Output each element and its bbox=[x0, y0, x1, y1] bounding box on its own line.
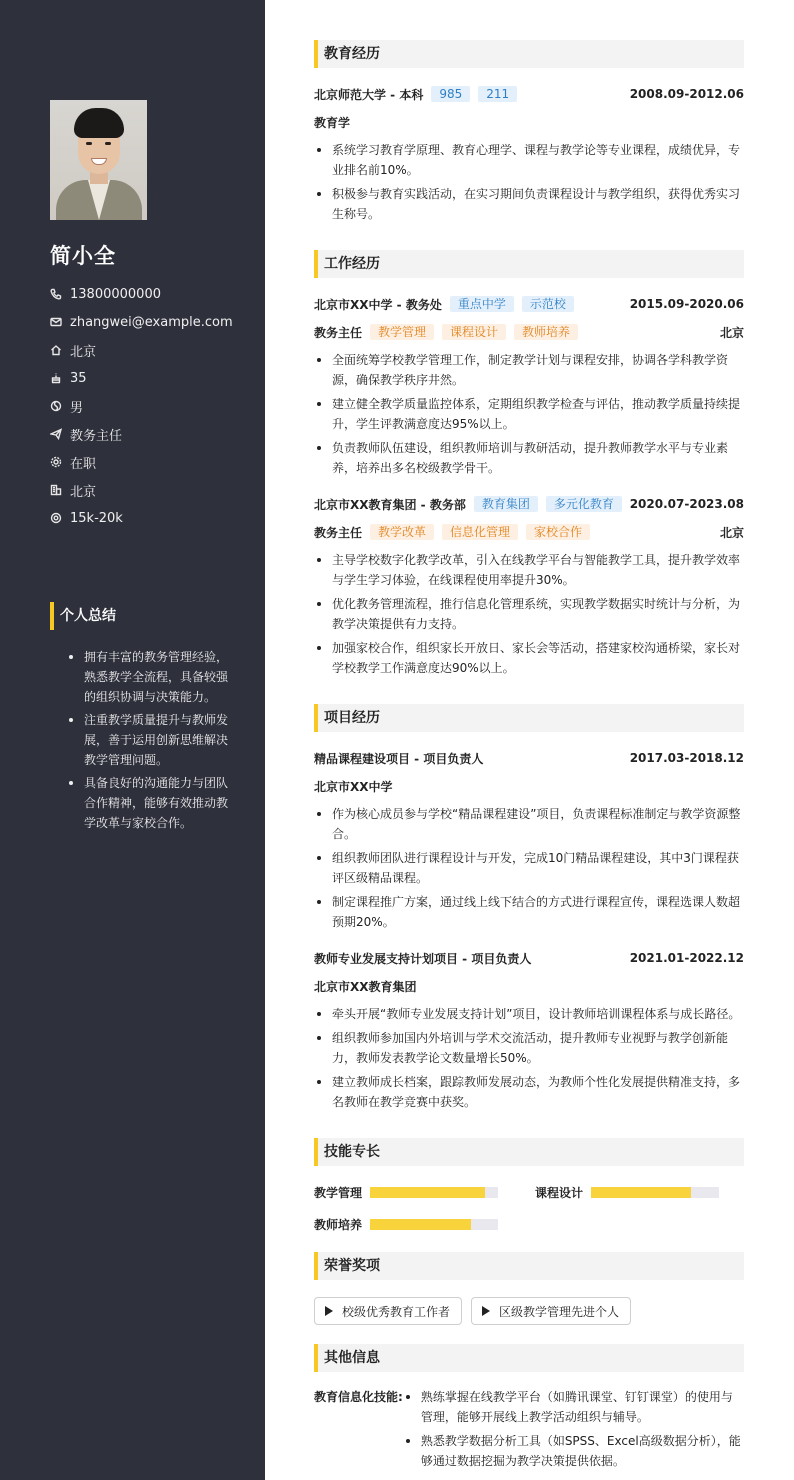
education-section-title: 教育经历 bbox=[314, 40, 744, 68]
job-org: 北京市XX中学 - 教务处 bbox=[314, 297, 442, 312]
money-icon bbox=[50, 512, 62, 524]
skill-name: 教师培养 bbox=[314, 1217, 363, 1232]
phone-icon bbox=[50, 288, 62, 300]
job-duty-list bbox=[314, 550, 744, 682]
mail-icon bbox=[50, 316, 62, 328]
skill-name: 课程设计 bbox=[535, 1185, 584, 1200]
skill-item bbox=[314, 1214, 498, 1234]
project-item: 组织教师团队进行课程设计与开发，完成10门精品课程建设，其中3门课程获评区级精品课程。 bbox=[314, 848, 744, 888]
other-list bbox=[403, 1387, 744, 1475]
position-value: 教务主任 bbox=[70, 428, 123, 444]
job-skill-tag: 课程设计 bbox=[442, 324, 506, 340]
project-name: 精品课程建设项目 - 项目负责人 bbox=[314, 751, 484, 766]
job-duty-item: 优化教务管理流程，推行信息化管理系统，实现教学数据实时统计与分析，为教学决策提供有力支持。 bbox=[314, 594, 744, 634]
job-tag: 示范校 bbox=[522, 296, 574, 312]
skill-bar-fill bbox=[370, 1187, 485, 1198]
gender-value: 男 bbox=[70, 400, 84, 416]
job-duty-item: 主导学校数字化教学改革，引入在线教学平台与智能教学工具，提升教学效率与学生学习体验，在线课程使用率提升30%。 bbox=[314, 550, 744, 590]
awards-section-title: 荣誉奖项 bbox=[314, 1252, 744, 1280]
skill-bar bbox=[370, 1187, 498, 1198]
project-item: 作为核心成员参与学校“精品课程建设”项目，负责课程标准制定与教学资源整合。 bbox=[314, 804, 744, 844]
project-item: 建立教师成长档案，跟踪教师发展动态，为教师个性化发展提供精准支持，多名教师在教学竞赛中获奖。 bbox=[314, 1072, 744, 1112]
job-date: 2015.09-2020.06 bbox=[629, 297, 744, 311]
job-skill-tag: 教学管理 bbox=[370, 324, 434, 340]
skill-item bbox=[535, 1182, 719, 1202]
status-value: 在职 bbox=[70, 456, 97, 472]
education-major: 教育学 bbox=[314, 115, 351, 130]
job-role: 教务主任 bbox=[314, 525, 363, 540]
award-label: 校级优秀教育工作者 bbox=[342, 1304, 451, 1319]
skills-section-title: 技能专长 bbox=[314, 1138, 744, 1166]
skill-item bbox=[314, 1182, 498, 1202]
education-item: 积极参与教育实践活动，在实习期间负责课程设计与教学组织，获得优秀实习生称号。 bbox=[314, 184, 744, 224]
education-header bbox=[314, 84, 744, 104]
profile-photo bbox=[50, 100, 147, 220]
info-phone bbox=[50, 280, 233, 308]
job-date: 2020.07-2023.08 bbox=[629, 497, 744, 511]
cake-icon bbox=[50, 372, 62, 384]
city-value: 北京 bbox=[70, 484, 97, 500]
other-item: 熟练掌握在线教学平台（如腾讯课堂、钉钉课堂）的使用与管理，能够开展线上教学活动组织与辅导。 bbox=[403, 1387, 744, 1427]
projects-section-title: 项目经历 bbox=[314, 704, 744, 732]
project-item: 牵头开展“教师专业发展支持计划”项目，设计教师培训课程体系与成长路径。 bbox=[314, 1004, 744, 1024]
project-org: 北京市XX教育集团 bbox=[314, 979, 417, 994]
skill-name: 教学管理 bbox=[314, 1185, 363, 1200]
project-header bbox=[314, 948, 744, 968]
contact-info-list bbox=[50, 280, 233, 532]
job-header bbox=[314, 294, 744, 314]
job-duty-item: 加强家校合作，组织家长开放日、家长会等活动，搭建家校沟通桥梁，家长对学校教学工作满意度达90%以上。 bbox=[314, 638, 744, 678]
info-position bbox=[50, 420, 233, 448]
project-date: 2021.01-2022.12 bbox=[629, 951, 744, 965]
sidebar bbox=[0, 0, 265, 1480]
home-icon bbox=[50, 344, 62, 356]
project-org-row bbox=[314, 776, 744, 796]
phone-value: 13800000000 bbox=[70, 286, 161, 302]
skill-bar bbox=[370, 1219, 498, 1230]
info-city bbox=[50, 476, 233, 504]
job-skill-tag: 教师培养 bbox=[514, 324, 578, 340]
job-skill-tag: 信息化管理 bbox=[442, 524, 518, 540]
work-section-title: 工作经历 bbox=[314, 250, 744, 278]
other-label: 教育信息化技能: bbox=[314, 1390, 403, 1404]
education-date: 2008.09-2012.06 bbox=[629, 87, 744, 101]
triangle-right-icon bbox=[325, 1306, 333, 1316]
education-tag: 985 bbox=[431, 86, 470, 102]
salary-value: 15k-20k bbox=[70, 510, 123, 526]
summary-title: 个人总结 bbox=[50, 602, 230, 630]
job-duty-item: 全面统筹学校教学管理工作，制定教学计划与课程安排，协调各学科教学资源，确保教学秩序井然。 bbox=[314, 350, 744, 390]
summary-list bbox=[50, 647, 230, 833]
info-gender bbox=[50, 392, 233, 420]
building-icon bbox=[50, 484, 62, 496]
job-role: 教务主任 bbox=[314, 325, 363, 340]
job-tag: 多元化教育 bbox=[546, 496, 622, 512]
job-skill-tag: 家校合作 bbox=[526, 524, 590, 540]
info-location bbox=[50, 336, 233, 364]
location-value: 北京 bbox=[70, 344, 97, 360]
award-badge bbox=[471, 1297, 631, 1325]
project-date: 2017.03-2018.12 bbox=[629, 751, 744, 765]
skill-bar-fill bbox=[370, 1219, 471, 1230]
education-tag: 211 bbox=[478, 86, 517, 102]
job-skill-tag: 教学改革 bbox=[370, 524, 434, 540]
send-icon bbox=[50, 428, 62, 440]
info-status bbox=[50, 448, 233, 476]
job-duty-item: 负责教师队伍建设，组织教师培训与教研活动，提升教师教学水平与专业素养，培养出多名校级教学骨干。 bbox=[314, 438, 744, 478]
job-city: 北京 bbox=[719, 525, 744, 540]
project-name: 教师专业发展支持计划项目 - 项目负责人 bbox=[314, 951, 532, 966]
job-org: 北京市XX教育集团 - 教务部 bbox=[314, 497, 466, 512]
age-value: 35 bbox=[70, 370, 87, 386]
settings-icon bbox=[50, 456, 62, 468]
job-role-row bbox=[314, 522, 744, 542]
project-list bbox=[314, 1004, 744, 1116]
award-badge bbox=[314, 1297, 462, 1325]
job-duty-item: 建立健全教学质量监控体系，定期组织教学检查与评估，推动教学质量持续提升，学生评教满意度达95%以上。 bbox=[314, 394, 744, 434]
education-item: 系统学习教育学原理、教育心理学、课程与教学论等专业课程，成绩优异，专业排名前10%。 bbox=[314, 140, 744, 180]
education-major-row bbox=[314, 112, 744, 132]
job-tag: 重点中学 bbox=[450, 296, 514, 312]
summary-item: 具备良好的沟通能力与团队合作精神，能够有效推动教学改革与家校合作。 bbox=[66, 773, 230, 833]
other-section-title: 其他信息 bbox=[314, 1344, 744, 1372]
summary-section bbox=[50, 602, 230, 836]
project-item: 组织教师参加国内外培训与学术交流活动，提升教师专业视野与教学创新能力，教师发表教学论文数量增长50%。 bbox=[314, 1028, 744, 1068]
education-school: 北京师范大学 - 本科 bbox=[314, 87, 424, 102]
other-info bbox=[314, 1387, 744, 1475]
job-tag: 教育集团 bbox=[474, 496, 538, 512]
summary-item: 注重教学质量提升与教师发展，善于运用创新思维解决教学管理问题。 bbox=[66, 710, 230, 770]
summary-item: 拥有丰富的教务管理经验，熟悉教学全流程，具备较强的组织协调与决策能力。 bbox=[66, 647, 230, 707]
project-org-row bbox=[314, 976, 744, 996]
job-city: 北京 bbox=[719, 325, 744, 340]
gender-icon bbox=[50, 400, 62, 412]
project-item: 制定课程推广方案，通过线上线下结合的方式进行课程宣传，课程选课人数超预期20%。 bbox=[314, 892, 744, 932]
education-list bbox=[314, 140, 744, 228]
project-header bbox=[314, 748, 744, 768]
profile-name: 简小全 bbox=[50, 244, 116, 268]
award-label: 区级教学管理先进个人 bbox=[499, 1304, 620, 1319]
skill-bar bbox=[591, 1187, 719, 1198]
info-email bbox=[50, 308, 233, 336]
project-org: 北京市XX中学 bbox=[314, 779, 393, 794]
info-age bbox=[50, 364, 233, 392]
other-item: 熟悉教学数据分析工具（如SPSS、Excel高级数据分析），能够通过数据挖掘为教学决策提供依据。 bbox=[403, 1431, 744, 1471]
info-salary bbox=[50, 504, 233, 532]
job-header bbox=[314, 494, 744, 514]
job-role-row bbox=[314, 322, 744, 342]
skill-bar-fill bbox=[591, 1187, 691, 1198]
job-duty-list bbox=[314, 350, 744, 482]
project-list bbox=[314, 804, 744, 936]
triangle-right-icon bbox=[482, 1306, 490, 1316]
email-value: zhangwei@example.com bbox=[70, 314, 233, 330]
